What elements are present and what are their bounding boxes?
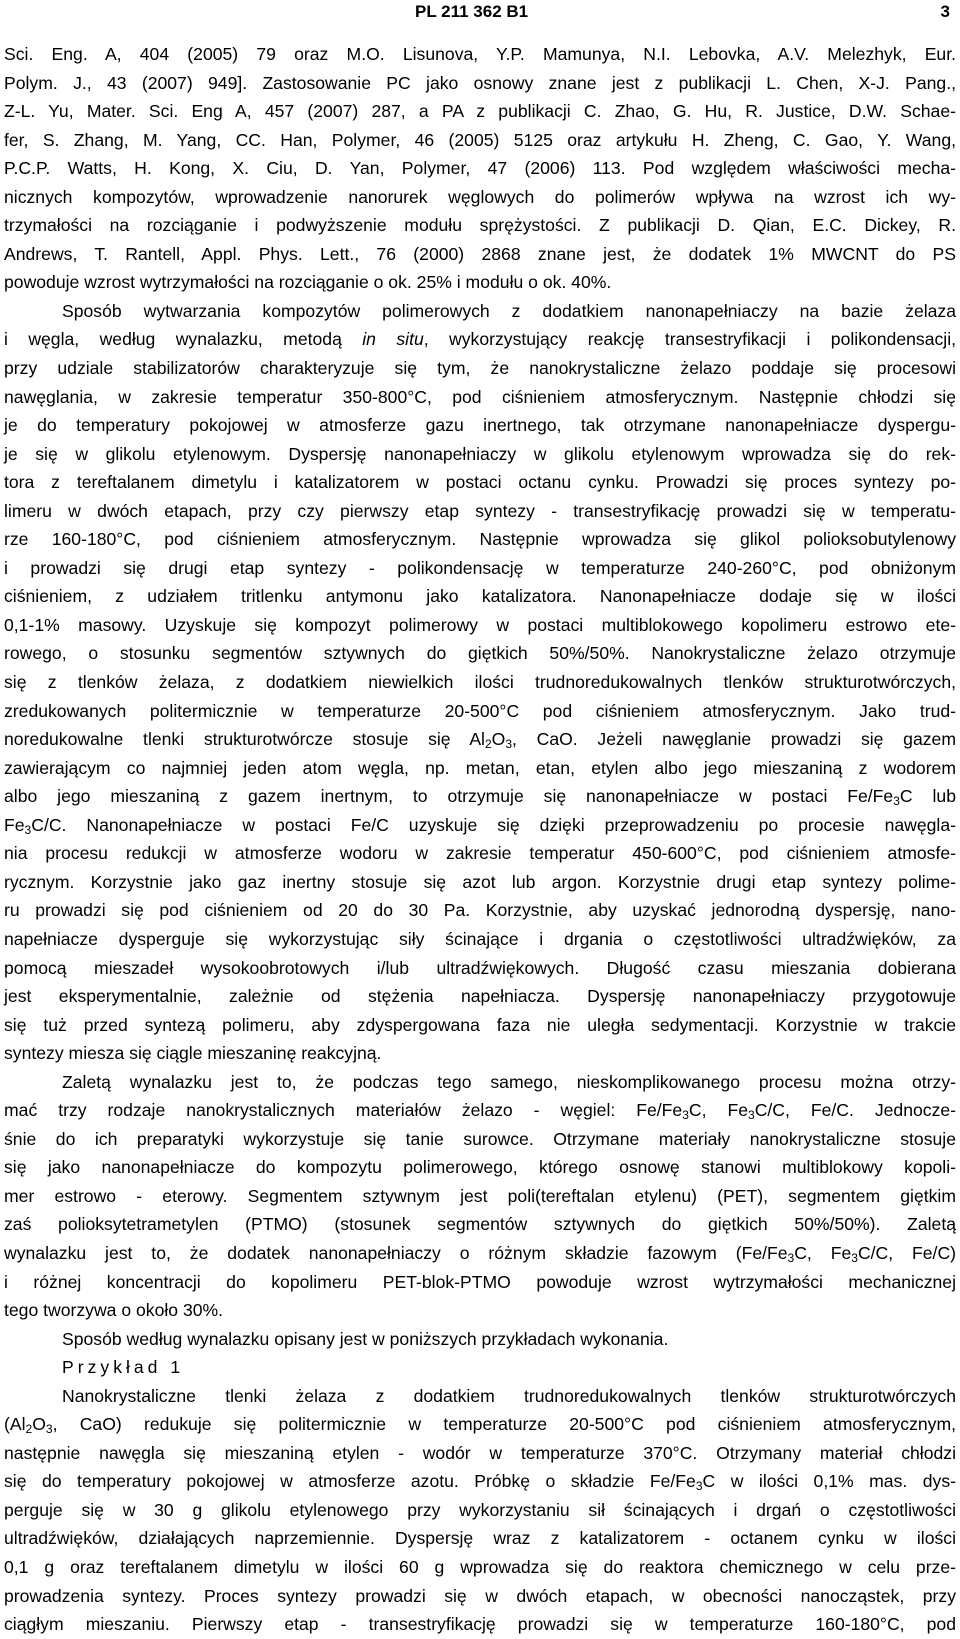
patent-number: PL 211 362 B1 [415, 2, 529, 21]
text-line: śnie do ich preparatyki wykorzystuje się tanie surowce. Otrzymane materiały nanokrystaliczne stosuje [4, 1128, 956, 1149]
text-line: ciągłym mieszaniu. Pierwszy etap - transestryfikację prowadzi się w temperaturze 160-180°C, pod [4, 1614, 956, 1635]
subscript: 3 [787, 1250, 795, 1265]
text-line: 0,1 g oraz tereftalanem dimetylu w ilości 60 g wprowadza się do reaktora chemicznego w celu prze- [4, 1556, 956, 1577]
text-line: fer, S. Zhang, M. Yang, CC. Han, Polymer, 46 (2005) 5125 oraz artykułu H. Zheng, C. Gao, Y. Wang, [4, 129, 956, 150]
text-line: syntezy miesza się ciągle mieszaninę reakcyjną. [4, 1043, 382, 1064]
text-segment: , CaO) redukuje się politermicznie w temperaturze 20-500°C pod ciśnieniem atmosferycznym, [52, 1414, 956, 1435]
text-segment: Fe [4, 814, 25, 835]
page-header [4, 0, 956, 26]
text-segment: mać trzy rodzaje nanokrystalicznych materiałów żelazo - węgiel: Fe/Fe [4, 1100, 683, 1121]
text-line: Nanokrystaliczne tlenki żelaza z dodatkiem trudnoredukowalnych tlenków strukturotwórczych [62, 1385, 956, 1406]
text-line: się tuż przed syntezą polimeru, aby zdyspergowana faza nie uległa sedymentacji. Korzystnie w trakcie [4, 1014, 956, 1035]
text-segment: , wykorzystujący reakcję transestryfikacji i polikondensacji, [423, 329, 956, 350]
text-segment: albo jego mieszaniną z gazem inertnym, to otrzymuje się nanonapełniacze w postaci Fe/Fe [4, 786, 894, 807]
text-line: ultradźwięków, działających naprzemiennie. Dyspersję wraz z katalizatorem - octanem cynku w ilości [4, 1528, 956, 1549]
text-line: rze 160-180°C, pod ciśnieniem atmosferycznym. Następnie wprowadza się glikol polioksobutylenowy [4, 529, 956, 550]
text-line: je do temperatury pokojowej w atmosferze gazu inertnego, tak otrzymane nanonapełniacze dyspergu- [4, 415, 956, 436]
text-segment: C w ilości 0,1% mas. dys- [702, 1471, 956, 1492]
text-line: tego tworzywa o około 30%. [4, 1300, 224, 1321]
text-segment: C lub [899, 786, 956, 807]
text-segment: C/C, Fe/C) [857, 1242, 957, 1263]
text-segment: C, Fe [794, 1242, 852, 1263]
text-line: następnie nawęgla się mieszaniną etylen - wodór w temperaturze 370°C. Otrzymany materiał chłodzi [4, 1442, 956, 1463]
subscript: 3 [45, 1422, 53, 1437]
subscript: 3 [695, 1479, 703, 1494]
text-line: nicznych kompozytów, wprowadzenie nanorurek węglowych do polimerów wpływa na wzrost ich wy- [4, 186, 956, 207]
text-line: rowego, o stosunku segmentów sztywnych do giętkich 50%/50%. Nanokrystaliczne żelazo otrzymuje [4, 643, 956, 664]
text-line: nawęglania, w zakresie temperatur 350-800°C, pod ciśnieniem atmosferycznym. Następnie chłodzi się [4, 386, 956, 407]
text-line: zaś polioksytetrametylen (PTMO) (stosunek segmentów sztywnych do giętkich 50%/50%). Zaletą [4, 1214, 956, 1235]
text-line: ru prowadzi się pod ciśnieniem od 20 do 30 Pa. Korzystnie, aby uzyskać jednorodną dyspersję, nano- [4, 900, 956, 921]
text-line: trzymałości na rozciąganie i podwyższenie modułu sprężystości. Z publikacji D. Qian, E.C. Dickey, R. [4, 215, 956, 236]
italic-text: in situ [362, 329, 424, 350]
text-line: Sposób według wynalazku opisany jest w poniższych przykładach wykonania. [62, 1328, 669, 1349]
text-line: 0,1-1% masowy. Uzyskuje się kompozyt polimerowy w postaci multiblokowego kopolimeru estrowo ete- [4, 614, 956, 635]
text-line: jest eksperymentalnie, zależnie od stężenia napełniacza. Dyspersję nanonapełniaczy przygotowuje [4, 986, 956, 1007]
text-segment: wynalazku jest to, że dodatek nanonapełniaczy o różnym składzie fazowym (Fe/Fe [4, 1242, 788, 1263]
subscript: 3 [682, 1108, 689, 1123]
subscript: 3 [24, 822, 32, 837]
subscript: 3 [851, 1250, 858, 1265]
text-line [4, 1410, 956, 1439]
text-segment: się do temperatury pokojowej w atmosferze azotu. Próbkę o składzie Fe/Fe [4, 1471, 696, 1492]
text-line: zredukowanych politermicznie w temperaturze 20-500°C pod ciśnieniem atmosferycznym. Jako trud- [4, 700, 956, 721]
text-line: je się w glikolu etylenowym. Dyspersję nanonapełniaczy w glikolu etylenowym wprowadza się do rek- [4, 443, 956, 464]
text-line: prowadzenia syntezy. Proces syntezy prowadzi się w dwóch etapach, w obecności nanocząstek, przy [4, 1585, 956, 1606]
text-line: Z-L. Yu, Mater. Sci. Eng A, 457 (2007) 287, a PA z publikacji C. Zhao, G. Hu, R. Justice, D.W. Schae- [4, 101, 956, 122]
text-line: Sci. Eng. A, 404 (2005) 79 oraz M.O. Lisunova, Y.P. Mamunya, N.I. Lebovka, A.V. Melezhyk, Eur. [4, 44, 956, 64]
text-line [4, 1096, 956, 1125]
text-line: nia procesu redukcji w atmosferze wodoru w zakresie temperatur 450-600°C, pod ciśnieniem atmosfe- [4, 843, 956, 864]
subscript: 3 [748, 1108, 755, 1123]
text-segment: i węgla, według wynalazku, metodą [4, 329, 363, 350]
text-line: Andrews, T. Rantell, Appl. Phys. Lett., 76 (2000) 2868 znane jest, że dodatek 1% MWCNT do PS [4, 243, 956, 264]
text-line [4, 782, 956, 811]
text-segment: noredukowalne tlenki strukturotwórcze stosuje się Al [4, 729, 485, 750]
subscript: 3 [505, 737, 513, 752]
text-line: napełniacze dysperguje się wykorzystując siły ścinające i drgania o częstotliwości ultradźwięków, za [4, 928, 956, 949]
text-line: przy udziale stabilizatorów charakteryzuje się tym, że nanokrystaliczne żelazo poddaje się procesowi [4, 358, 956, 379]
text-line: limeru w dwóch etapach, przy czy pierwszy etap syntezy - transestryfikację prowadzi się w temperatu- [4, 500, 956, 521]
text-line [4, 325, 956, 354]
text-line: rycznym. Korzystnie jako gaz inertny stosuje się azot lub argon. Korzystnie drugi etap syntezy polime- [4, 871, 956, 892]
text-line: perguje się w 30 g glikolu etylenowego przy wykorzystaniu sił ścinających i drgań o częstotliwości [4, 1499, 956, 1520]
text-line [4, 1239, 956, 1268]
subscript: 2 [484, 737, 492, 752]
text-segment: O [32, 1414, 46, 1435]
text-line: Sposób wytwarzania kompozytów polimerowych z dodatkiem nanonapełniaczy na bazie żelaza [62, 300, 956, 321]
text-line: pomocą mieszadeł wysokoobrotowych i/lub ultradźwiękowych. Długość czasu mieszania dobierana [4, 957, 956, 978]
page-number: 3 [940, 2, 950, 21]
text-line: mer estrowo - eterowy. Segmentem sztywnym jest poli(tereftalan etylenu) (PET), segmentem giętkim [4, 1185, 956, 1206]
text-line [4, 1467, 956, 1496]
text-line: powoduje wzrost wytrzymałości na rozciąganie o ok. 25% i modułu o ok. 40%. [4, 272, 612, 293]
text-line: zawierającym co najmniej jeden atom węgla, np. metan, etan, etylen albo jego mieszaniną z wodorem [4, 757, 956, 778]
text-segment: C, Fe [688, 1100, 748, 1121]
text-segment: O [491, 729, 506, 750]
subscript: 2 [25, 1422, 33, 1437]
text-line: się jako nanonapełniacze do kompozytu polimerowego, którego osnowę stanowi multiblokowy kopoli- [4, 1157, 956, 1178]
document-page [4, 0, 957, 1635]
text-line: i prowadzi się drugi etap syntezy - polikondensację w temperaturze 240-260°C, pod obniżonym [4, 557, 956, 578]
text-line: i różnej koncentracji do kopolimeru PET-blok-PTMO powoduje wzrost wytrzymałości mechanicznej [4, 1271, 956, 1292]
text-line [4, 811, 956, 840]
text-line: Polym. J., 43 (2007) 949]. Zastosowanie PC jako osnowy znane jest z publikacji L. Chen, X-J. Pang., [4, 72, 956, 93]
text-line: tora z tereftalanem dimetylu i katalizatorem w postaci octanu cynku. Prowadzi się proces syntezy po- [4, 472, 956, 493]
text-line: Przykład 1 [62, 1357, 185, 1378]
subscript: 3 [893, 794, 900, 809]
text-line: P.C.P. Watts, H. Kong, X. Ciu, D. Yan, Polymer, 47 (2006) 113. Pod względem właściwości mecha- [4, 158, 956, 179]
text-segment: C/C, Fe/C. Jednocze- [754, 1100, 957, 1121]
text-segment: C/C. Nanonapełniacze w postaci Fe/C uzyskuje się dzięki przeprowadzeniu po procesie nawęgla- [31, 814, 956, 835]
text-line: się z tlenków żelaza, z dodatkiem niewielkich ilości trudnoredukowalnych tlenków strukturotwórczych, [4, 672, 956, 693]
text-segment: (Al [4, 1414, 26, 1435]
document-body [4, 40, 956, 1639]
text-line [4, 725, 956, 754]
text-line: ciśnieniem, z udziałem tritlenku antymonu jako katalizatora. Nanonapełniacze dodaje się w ilości [4, 586, 956, 607]
text-line: Zaletą wynalazku jest to, że podczas tego samego, nieskomplikowanego procesu można otrzy- [62, 1071, 956, 1092]
text-segment: , CaO. Jeżeli nawęglanie prowadzi się gazem [512, 729, 956, 750]
